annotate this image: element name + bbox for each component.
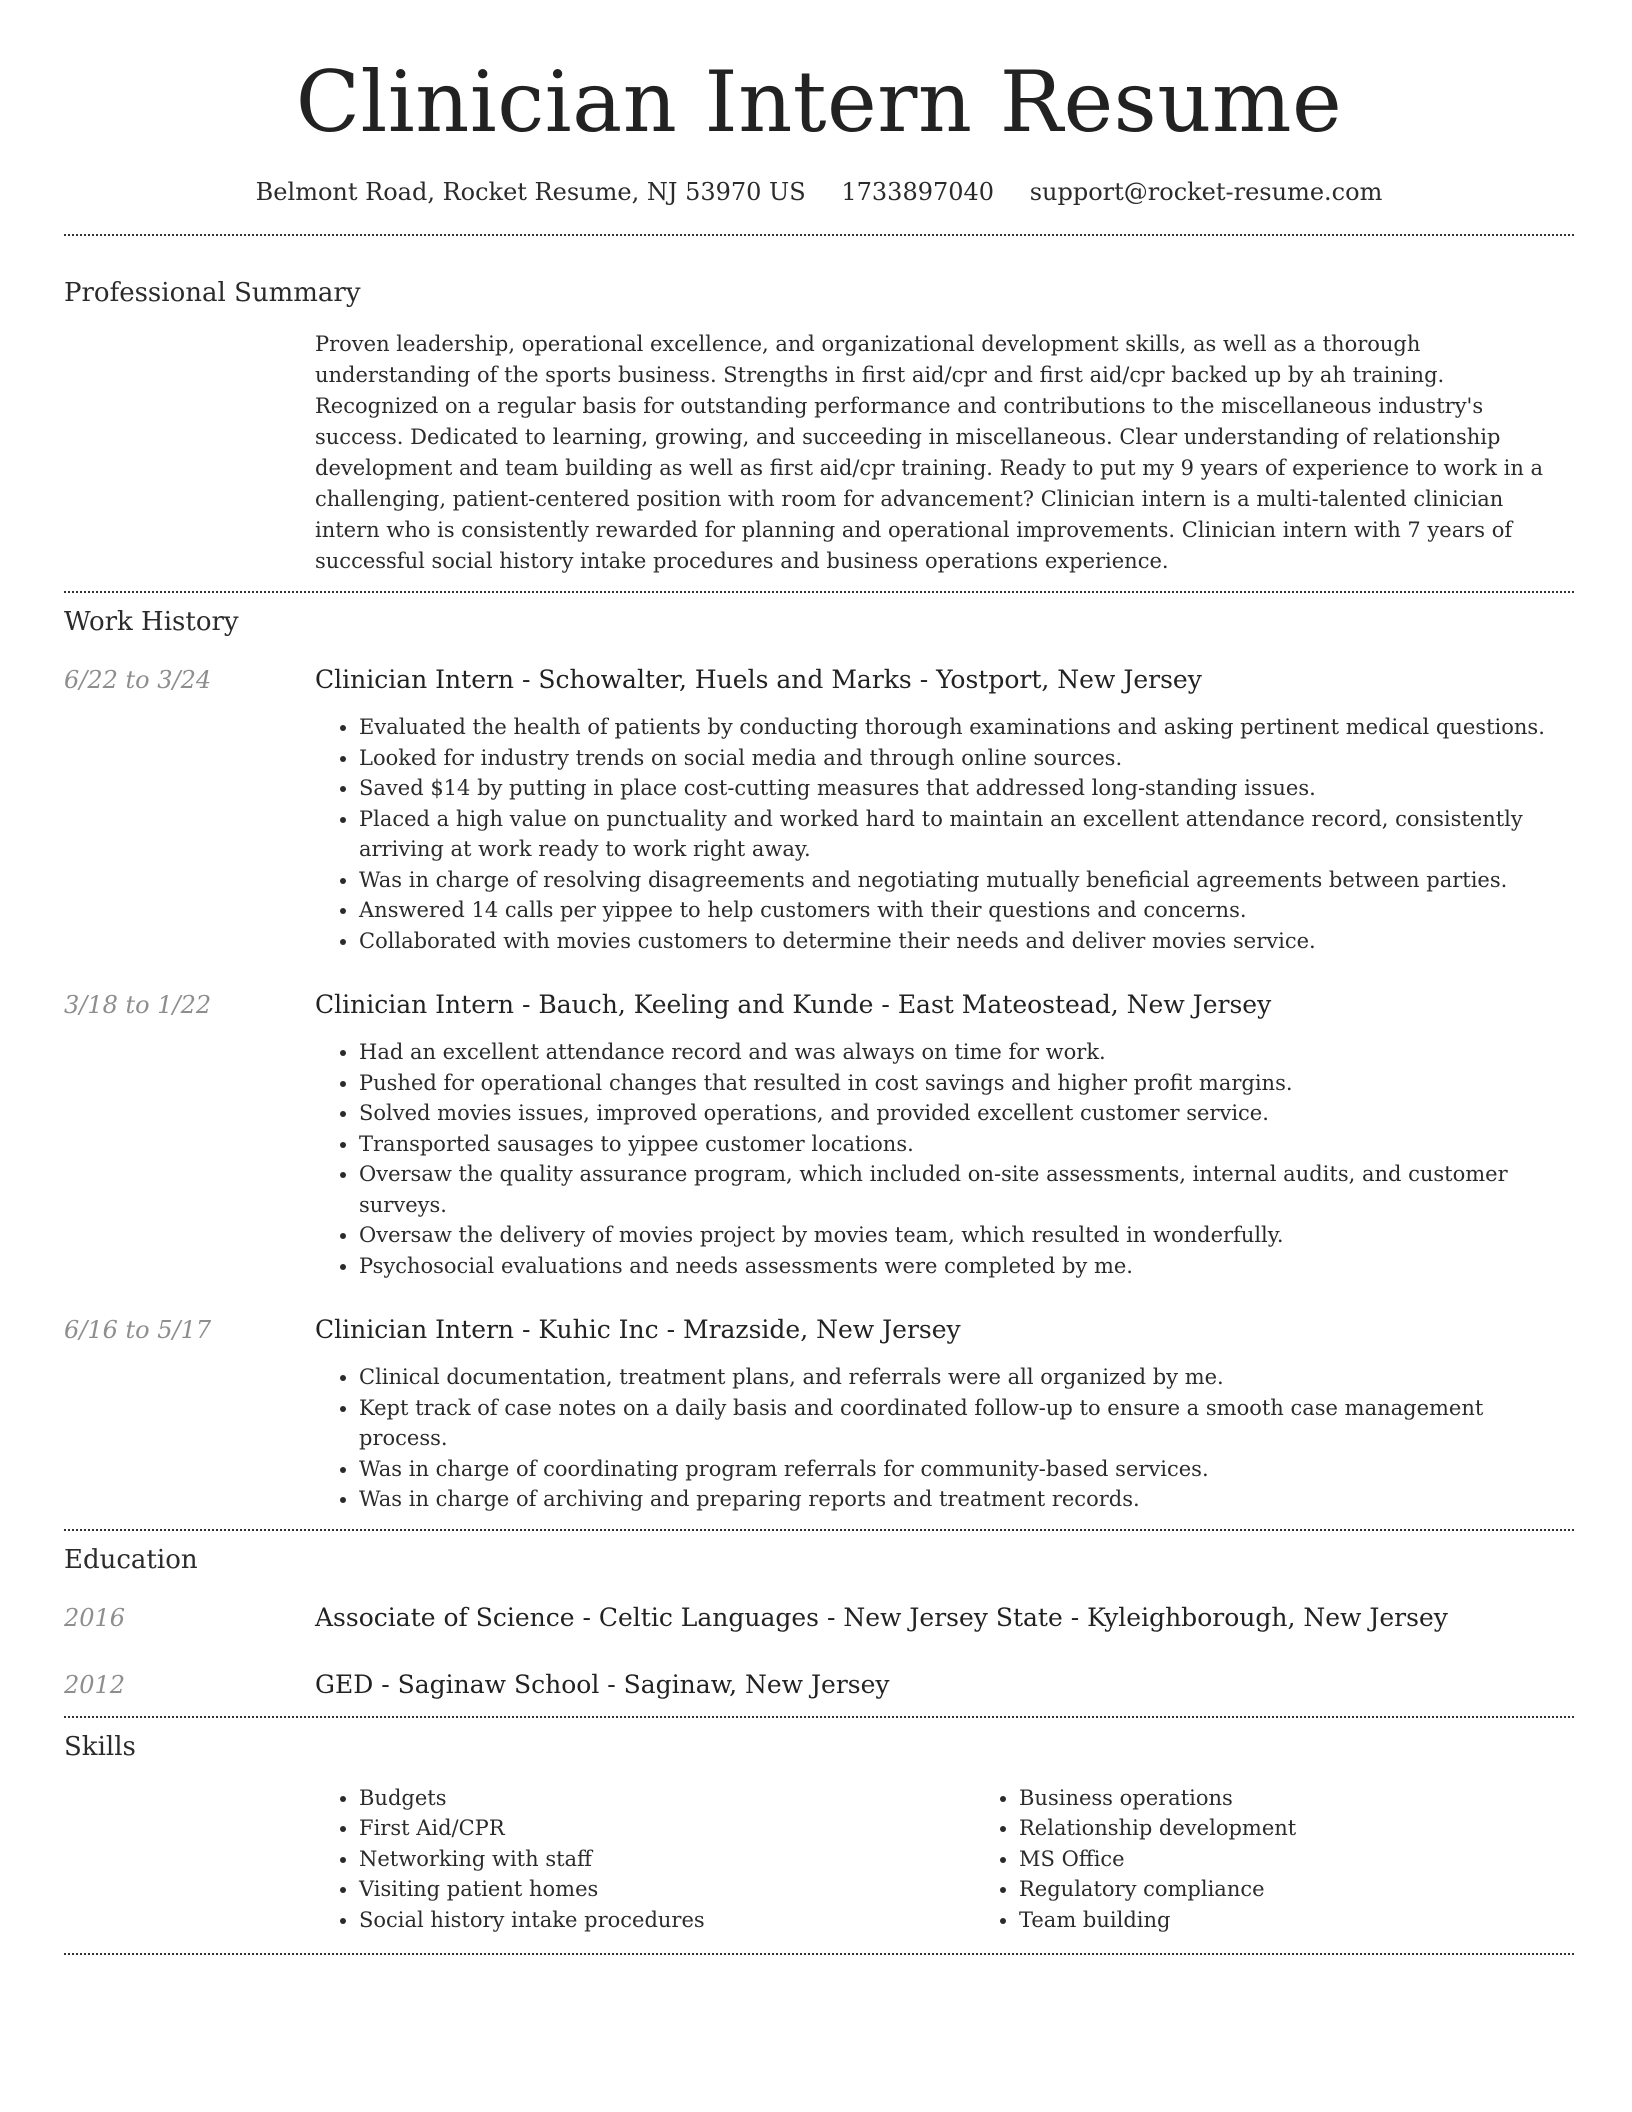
divider bbox=[64, 1953, 1574, 1955]
job-title: Clinician Intern - Bauch, Keeling and Kunde - East Mateostead, New Jersey bbox=[315, 990, 1272, 1019]
skill-item: • Networking with staff bbox=[359, 1844, 975, 1875]
list-item: • Saved $14 by putting in place cost-cutting measures that addressed long-standing issues. bbox=[359, 773, 1574, 804]
job-dates: 6/16 to 5/17 bbox=[64, 1316, 212, 1344]
job-entry bbox=[64, 664, 1574, 956]
job-entry bbox=[64, 1314, 1574, 1515]
skill-item: • Relationship development bbox=[1019, 1813, 1632, 1844]
skill-item: • Team building bbox=[1019, 1905, 1632, 1936]
skills-list-left bbox=[315, 1783, 975, 1936]
list-item: • Was in charge of archiving and preparing reports and treatment records. bbox=[359, 1484, 1574, 1515]
contact-line bbox=[64, 176, 1574, 208]
skill-item: • Visiting patient homes bbox=[359, 1874, 975, 1905]
list-item: • Had an excellent attendance record and was always on time for work. bbox=[359, 1037, 1574, 1068]
skill-item: • Budgets bbox=[359, 1783, 975, 1814]
contact-phone: 1733897040 bbox=[841, 178, 995, 206]
summary-spacer bbox=[64, 329, 315, 577]
education-entry bbox=[64, 1602, 1574, 1634]
skills-heading: Skills bbox=[64, 1731, 136, 1762]
education-section bbox=[64, 1543, 1574, 1701]
list-item: • Kept track of case notes on a daily basis and coordinated follow-up to ensure a smooth case management process. bbox=[359, 1393, 1574, 1454]
list-item: • Pushed for operational changes that resulted in cost savings and higher profit margins. bbox=[359, 1068, 1574, 1099]
resume-page bbox=[64, 0, 1574, 1955]
list-item: • Solved movies issues, improved operations, and provided excellent customer service. bbox=[359, 1098, 1574, 1129]
list-item: • Was in charge of coordinating program referrals for community-based services. bbox=[359, 1454, 1574, 1485]
job-bullets bbox=[315, 1362, 1574, 1515]
skills-spacer bbox=[64, 1783, 315, 1936]
job-bullets bbox=[315, 1037, 1574, 1281]
contact-email: support@rocket-resume.com bbox=[1029, 178, 1383, 206]
list-item: • Collaborated with movies customers to determine their needs and deliver movies service. bbox=[359, 926, 1574, 957]
list-item: • Looked for industry trends on social media and through online sources. bbox=[359, 743, 1574, 774]
divider bbox=[64, 591, 1574, 593]
skill-item: • MS Office bbox=[1019, 1844, 1632, 1875]
list-item: • Psychosocial evaluations and needs assessments were completed by me. bbox=[359, 1251, 1574, 1282]
education-year: 2012 bbox=[64, 1670, 126, 1699]
education-year: 2016 bbox=[64, 1603, 126, 1632]
job-title: Clinician Intern - Kuhic Inc - Mrazside, New Jersey bbox=[315, 1315, 961, 1344]
skills-list-right bbox=[975, 1783, 1632, 1936]
education-heading: Education bbox=[64, 1544, 198, 1575]
contact-address: Belmont Road, Rocket Resume, NJ 53970 US bbox=[255, 178, 806, 206]
job-dates: 3/18 to 1/22 bbox=[64, 991, 212, 1019]
list-item: • Evaluated the health of patients by conducting thorough examinations and asking pertinent medical questions. bbox=[359, 712, 1574, 743]
skills-section bbox=[64, 1730, 1574, 1936]
list-item: • Transported sausages to yippee customer locations. bbox=[359, 1129, 1574, 1160]
list-item: • Oversaw the delivery of movies project by movies team, which resulted in wonderfully. bbox=[359, 1220, 1574, 1251]
job-title: Clinician Intern - Schowalter, Huels and Marks - Yostport, New Jersey bbox=[315, 665, 1202, 694]
list-item: • Clinical documentation, treatment plans, and referrals were all organized by me. bbox=[359, 1362, 1574, 1393]
education-entry bbox=[64, 1669, 1574, 1701]
job-entry bbox=[64, 989, 1574, 1281]
divider bbox=[64, 1529, 1574, 1531]
education-text: GED - Saginaw School - Saginaw, New Jersey bbox=[315, 1669, 890, 1699]
divider bbox=[64, 1716, 1574, 1718]
skill-item: • Regulatory compliance bbox=[1019, 1874, 1632, 1905]
list-item: • Oversaw the quality assurance program, which included on-site assessments, internal audits, and customer surveys. bbox=[359, 1159, 1574, 1220]
summary-text: Proven leadership, operational excellence, and organizational development skills, as well as a thorough understanding of the sports business. Strengths in first aid/cpr and first aid/cpr backed up by ah training. Recognized on a regular basis for outstanding performance and contributions to the miscellaneous industry's success. Dedicated to learning, growing, and succeeding in miscellaneous. Clear understanding of relationship development and team building as well as first aid/cpr training. Ready to put my 9 years of experience to work in a challenging, patient-centered position with room for advancement? Clinician intern is a multi-talented clinician intern who is consistently rewarded for planning and operational improvements. Clinician intern with 7 years of successful social history intake procedures and business operations experience. bbox=[315, 332, 1544, 573]
skill-item: • Social history intake procedures bbox=[359, 1905, 975, 1936]
summary-heading: Professional Summary bbox=[64, 278, 361, 308]
education-text: Associate of Science - Celtic Languages - New Jersey State - Kyleighborough, New Jersey bbox=[315, 1602, 1448, 1632]
skill-item: • Business operations bbox=[1019, 1783, 1632, 1814]
job-dates: 6/22 to 3/24 bbox=[64, 666, 212, 694]
work-section bbox=[64, 605, 1574, 1515]
skill-item: • First Aid/CPR bbox=[359, 1813, 975, 1844]
divider bbox=[64, 234, 1574, 236]
summary-section bbox=[64, 276, 1574, 577]
job-bullets bbox=[315, 712, 1574, 956]
list-item: • Answered 14 calls per yippee to help customers with their questions and concerns. bbox=[359, 895, 1574, 926]
list-item: • Placed a high value on punctuality and worked hard to maintain an excellent attendance record, consistently arriving at work ready to work right away. bbox=[359, 804, 1574, 865]
list-item: • Was in charge of resolving disagreements and negotiating mutually beneficial agreements between parties. bbox=[359, 865, 1574, 896]
work-heading: Work History bbox=[64, 607, 239, 637]
resume-title: Clinician Intern Resume bbox=[295, 53, 1343, 151]
